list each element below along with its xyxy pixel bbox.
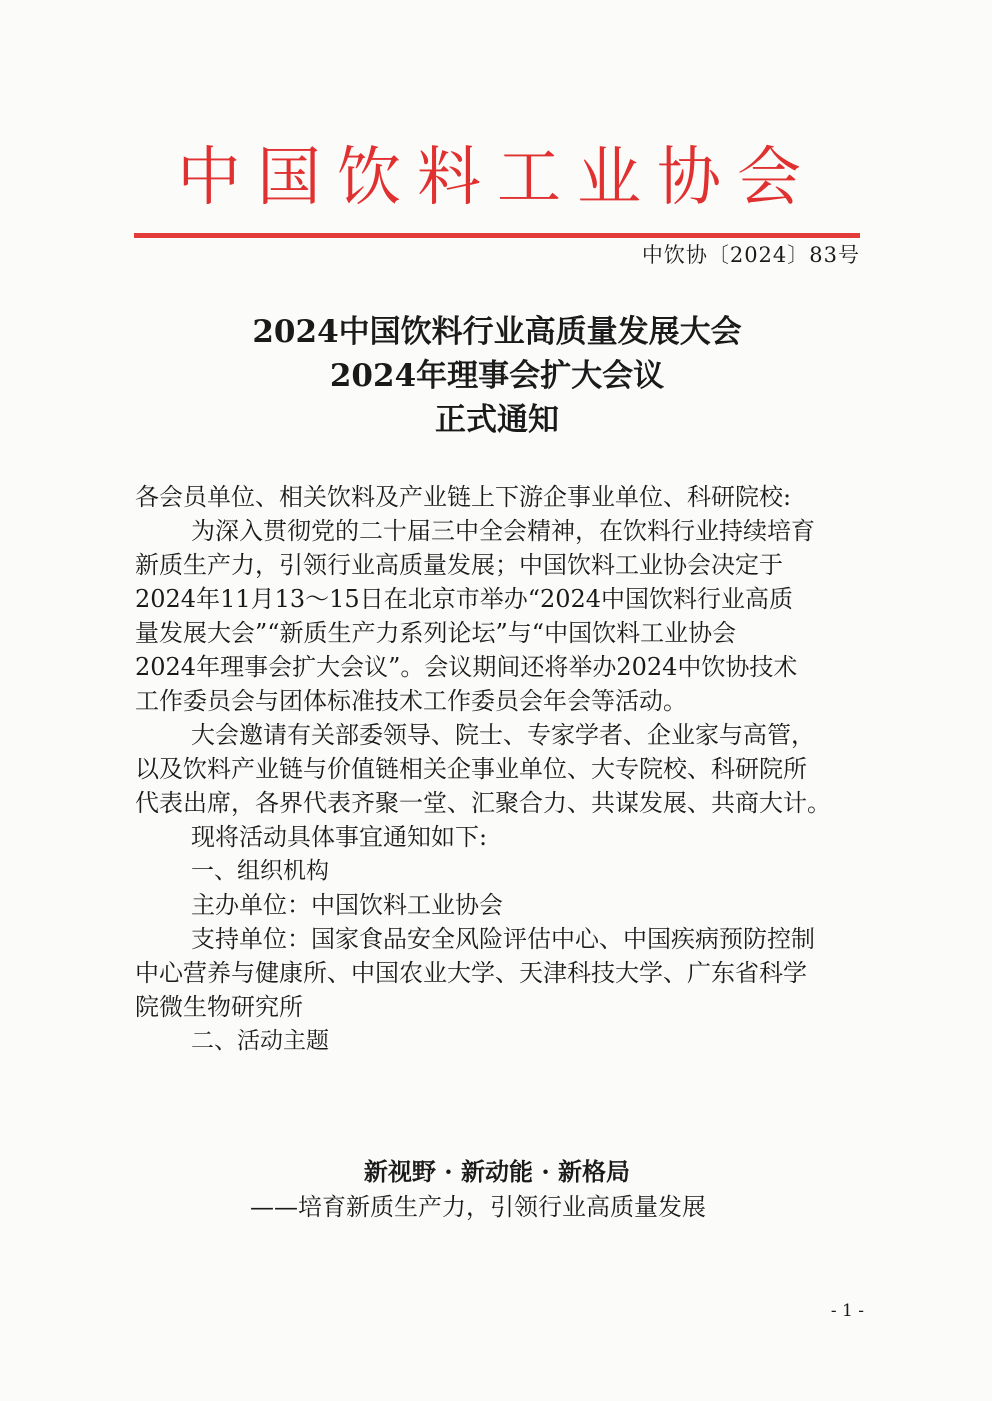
title-line-3: 正式通知 [435,402,559,438]
org-name-header: 中国饮料工业协会 [177,141,817,215]
section-heading-theme: 二、活动主题 [191,1028,329,1054]
theme-slogan: 新视野 · 新动能 · 新格局 [363,1157,631,1186]
title-line-1: 2024中国饮料行业高质量发展大会 [252,314,742,350]
host-unit: 主办单位：中国饮料工业协会 [191,891,503,919]
document-number: 中饮协〔2024〕83号 [641,243,860,267]
paragraph-line: 为深入贯彻党的二十届三中全会精神，在饮料行业持续培育 [191,517,815,545]
paragraph-line: 新质生产力，引领行业高质量发展；中国饮料工业协会决定于 [135,551,783,579]
support-unit-line: 支持单位：国家食品安全风险评估中心、中国疾病预防控制 [191,925,815,953]
paragraph-line: 大会邀请有关部委领导、院士、专家学者、企业家与高管， [191,721,815,749]
red-divider [134,233,860,238]
paragraph-line: 以及饮料产业链与价值链相关企事业单位、大专院校、科研院所 [135,755,807,783]
paragraph-line: 现将活动具体事宜通知如下: [191,823,488,851]
paragraph-line: 2024年11月13～15日在北京市举办“2024中国饮料行业高质 [135,585,794,613]
notice-title [134,310,860,442]
support-unit-line: 院微生物研究所 [135,993,303,1021]
support-unit-line: 中心营养与健康所、中国农业大学、天津科技大学、广东省科学 [135,959,807,987]
theme-subtitle: ——培育新质生产力，引领行业高质量发展 [250,1193,706,1221]
paragraph-line: 工作委员会与团体标准技术工作委员会年会等活动。 [135,687,687,715]
paragraph-line: 量发展大会”“新质生产力系列论坛”与“中国饮料工业协会 [135,619,737,647]
paragraph-line: 2024年理事会扩大会议”。会议期间还将举办2024中饮协技术 [135,653,798,681]
salutation: 各会员单位、相关饮料及产业链上下游企事业单位、科研院校: [135,483,792,511]
section-heading-organization: 一、组织机构 [191,858,329,884]
notice-body [135,480,865,1058]
paragraph-line: 代表出席，各界代表齐聚一堂、汇聚合力、共谋发展、共商大计。 [135,789,831,817]
title-line-2: 2024年理事会扩大会议 [329,358,665,394]
page-number: - 1 - [830,1301,864,1321]
